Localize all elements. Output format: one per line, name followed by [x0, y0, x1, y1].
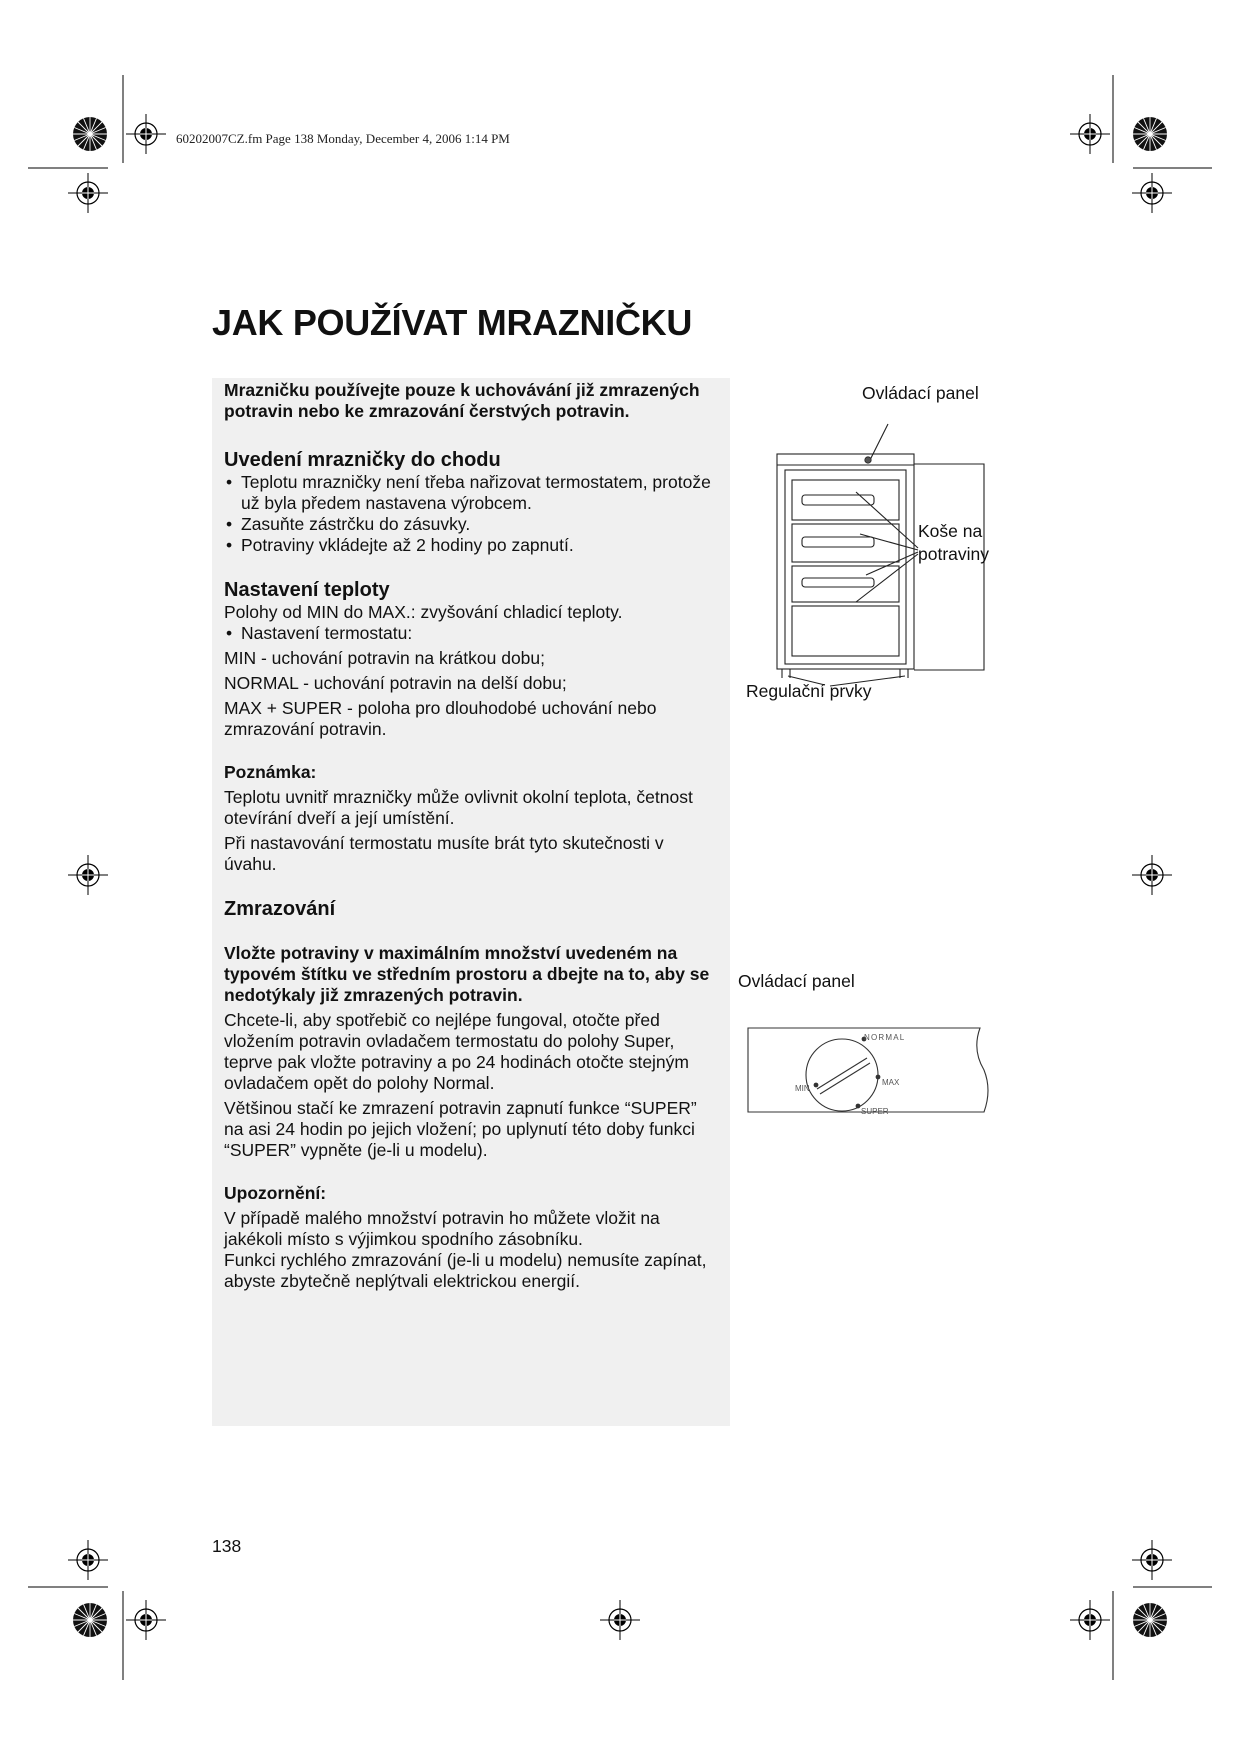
page-number: 138 [212, 1536, 242, 1556]
list-item: • Teplotu mrazničky není třeba nařizovat termostatem, protože už byla předem nastavena výrobcem. [224, 472, 720, 514]
dial-label-min: MIN [795, 1084, 810, 1093]
label-control-panel-2: Ovládací panel [738, 971, 855, 991]
temp-min-text: MIN - uchování potravin na krátkou dobu; [224, 648, 546, 668]
note-text-1: Teplotu uvnitř mrazničky může ovlivnit okolní teplota, četnost otevírání dveří a její umístění. [224, 787, 693, 828]
label-adjustable-feet: Regulační prvky [746, 681, 872, 701]
heading-warning: Upozornění: [224, 1183, 327, 1203]
warning-text-1: V případě malého množství potravin ho můžete vložit na jakékoli místo s výjimkou spodního zásobníku. [224, 1208, 660, 1249]
note-text-2: Při nastavování termostatu musíte brát tyto skutečnosti v úvahu. [224, 833, 664, 874]
freezing-bold-text: Vložte potraviny v maximálním množství uvedeném na typovém štítku ve středním prostoru a dbejte na to, aby se nedotýkaly již zmrazených potravin. [224, 943, 710, 1005]
list-item: • Zasuňte zástrčku do zásuvky. [224, 514, 720, 535]
list-item: • Nastavení termostatu: [224, 623, 720, 644]
freezing-text-2: Většinou stačí ke zmrazení potravin zapnutí funkce “SUPER” na asi 24 hodin po jejich vložení; po uplynutí této doby funkci “SUPER” vypněte (je-li u modelu). [224, 1098, 697, 1160]
heading-note: Poznámka: [224, 762, 317, 782]
heading-temperature: Nastavení teploty [224, 579, 390, 601]
dial-label-normal: NORMAL [864, 1033, 906, 1042]
intro-text: Mrazničku používejte pouze k uchovávání již zmrazených potravin nebo ke zmrazování čerstvých potravin. [224, 380, 700, 421]
control-panel-dial-diagram [740, 1020, 1002, 1120]
heading-start: Uvedení mrazničky do chodu [224, 449, 501, 471]
start-bullet-list [224, 472, 720, 556]
heading-freezing: Zmrazování [224, 898, 336, 920]
dial-label-max: MAX [882, 1078, 900, 1087]
temp-bullet-list [224, 623, 720, 644]
label-food-baskets: Koše na potraviny [918, 521, 990, 564]
freezing-text-1: Chcete-li, aby spotřebič co nejlépe fungoval, otočte před vložením potravin ovladačem termostatu do polohy Super, teprve pak vložte potraviny a po 24 hodinách otočte stejným ovladačem opět do polohy Normal. [224, 1010, 689, 1093]
warning-text-2: Funkci rychlého zmrazování (je-li u modelu) nemusíte zapínat, abyste zbytečně neplýtvali elektrickou energií. [224, 1250, 707, 1291]
temp-max-text: MAX + SUPER - poloha pro dlouhodobé uchování nebo zmrazování potravin. [224, 698, 657, 739]
list-item: • Potraviny vkládejte až 2 hodiny po zapnutí. [224, 535, 720, 556]
page-title: JAK POUŽÍVAT MRAZNIČKU [212, 302, 693, 343]
temp-range-text: Polohy od MIN do MAX.: zvyšování chladicí teploty. [224, 602, 623, 622]
instructions-column [224, 380, 720, 1292]
dial-label-super: SUPER [861, 1107, 889, 1116]
file-header-line: 60202007CZ.fm Page 138 Monday, December 4, 2006 1:14 PM [176, 131, 510, 146]
label-control-panel-1: Ovládací panel [862, 383, 979, 403]
temp-normal-text: NORMAL - uchování potravin na delší dobu; [224, 673, 567, 693]
